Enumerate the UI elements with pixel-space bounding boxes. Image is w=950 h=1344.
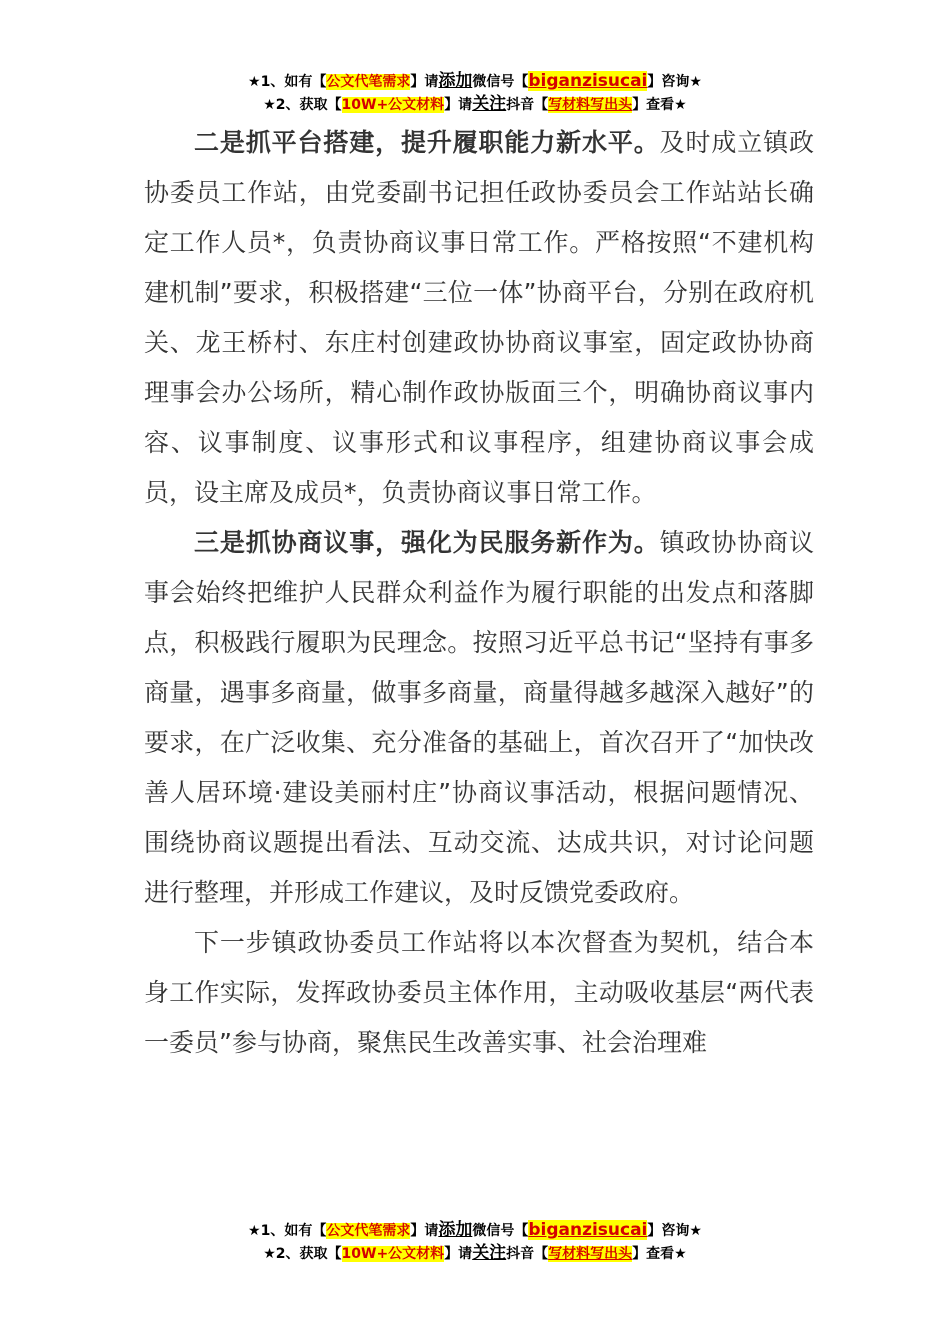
paragraph-text: 镇政协协商议事会始终把维护人民群众利益作为履行职能的出发点和落脚点，积极践行履职为民理念。按照习近平总书记“坚持有事多商量，遇事多商量，做事多商量，商量得越多越深入越好”的要求，在广泛收集、充分准备的基础上，首次召开了“加快改善人居环境·建设美丽村庄”协商议事活动，根据问题情况、围绕协商议题提出看法、互动交流、达成共识，对讨论问题进行整理，并形成工作建议，及时反馈党委政府。 [144, 528, 814, 907]
follow-emphasis: 关注 [472, 1243, 507, 1263]
douyin-account-link[interactable]: 写材料写出头 [548, 97, 633, 113]
add-emphasis: 添加 [438, 1220, 473, 1240]
header-banner [0, 70, 950, 116]
wechat-id-link[interactable]: biganzisucai [528, 1220, 648, 1240]
douyin-account-link[interactable]: 写材料写出头 [548, 1246, 633, 1262]
paragraph-consultation [144, 518, 814, 918]
paragraph-platform [144, 118, 814, 518]
banner-line-consult: ★1、如有【公文代笔需求】请添加微信号【biganzisucai】咨询★ [248, 71, 702, 91]
follow-emphasis: 关注 [472, 94, 507, 114]
ghostwriting-highlight: 公文代笔需求 [326, 74, 411, 90]
banner-line-materials: ★2、获取【10W+公文材料】请关注抖音【写材料写出头】查看★ [263, 1243, 687, 1263]
banner-line-consult: ★1、如有【公文代笔需求】请添加微信号【biganzisucai】咨询★ [248, 1220, 702, 1240]
footer-banner [0, 1219, 950, 1265]
materials-highlight: 10W+公文材料 [341, 97, 445, 113]
paragraph-next-step [144, 918, 814, 1068]
wechat-id-link[interactable]: biganzisucai [528, 71, 648, 91]
paragraph-text: 下一步镇政协委员工作站将以本次督查为契机，结合本身工作实际，发挥政协委员主体作用，主动吸收基层“两代表一委员”参与协商，聚焦民生改善实事、社会治理难 [144, 928, 814, 1057]
add-emphasis: 添加 [438, 71, 473, 91]
materials-highlight: 10W+公文材料 [341, 1246, 445, 1262]
ghostwriting-highlight: 公文代笔需求 [326, 1223, 411, 1239]
document-body [144, 118, 814, 1068]
paragraph-text: 及时成立镇政协委员工作站，由党委副书记担任政协委员会工作站站长确定工作人员*，负责协商议事日常工作。严格按照“不建机构建机制”要求，积极搭建“三位一体”协商平台，分别在政府机关、龙王桥村、东庄村创建政协协商议事室，固定政协协商理事会办公场所，精心制作政协版面三个，明确协商议事内容、议事制度、议事形式和议事程序，组建协商议事会成员，设主席及成员*，负责协商议事日常工作。 [144, 128, 814, 507]
banner-line-materials: ★2、获取【10W+公文材料】请关注抖音【写材料写出头】查看★ [263, 94, 687, 114]
paragraph-heading: 二是抓平台搭建，提升履职能力新水平。 [194, 128, 660, 157]
paragraph-heading: 三是抓协商议事，强化为民服务新作为。 [194, 528, 660, 557]
